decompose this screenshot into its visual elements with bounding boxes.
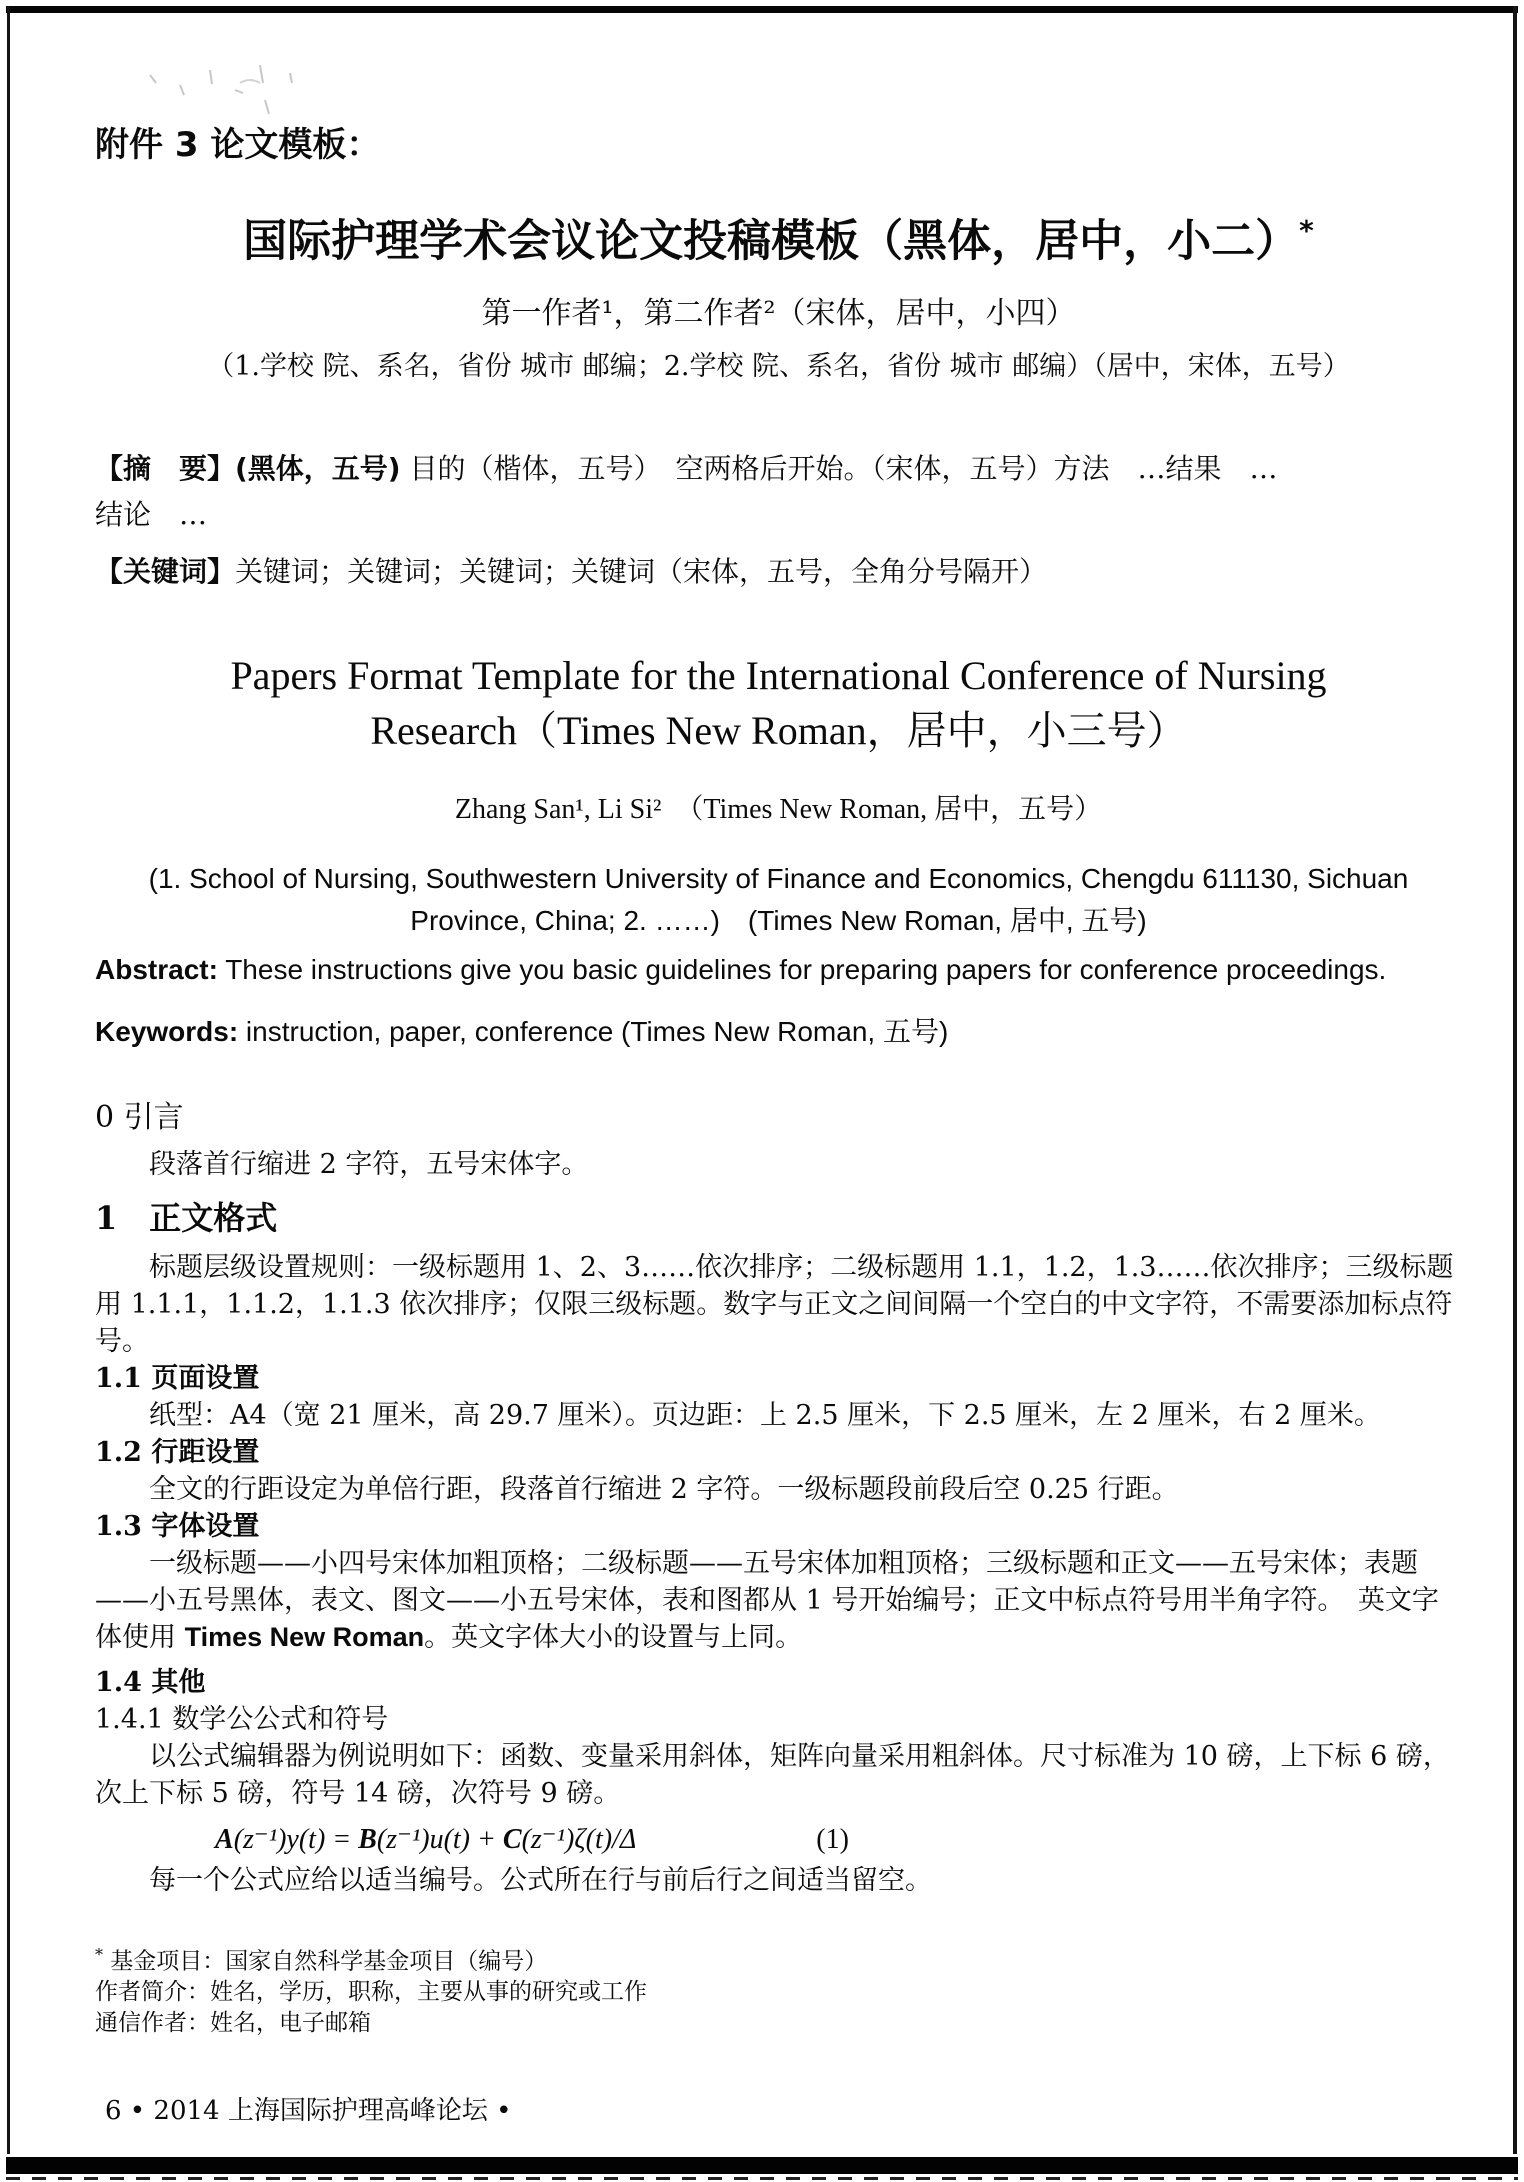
scan-edge-left [7, 6, 10, 2154]
section-heading-intro: 0 引言 [95, 1099, 184, 1135]
font-setup-text-post: 。英文字体大小的设置与上同。 [424, 1621, 803, 1653]
footnote-corresponding-author: 通信作者：姓名，电子邮箱 [95, 2010, 371, 2037]
page-footer [105, 2090, 511, 2127]
section-heading-main-format: 1 正文格式 [95, 1198, 278, 1237]
english-title-line1: Papers Format Template for the International Conference of Nursing [230, 652, 1327, 698]
english-keywords-label: Keywords: [95, 1015, 239, 1047]
chinese-main-title-text: 国际护理学术会议论文投稿模板（黑体，居中，小二） [243, 215, 1300, 267]
equation-1 [215, 1818, 1462, 1862]
equation-number: (1) [816, 1823, 849, 1855]
english-abstract-text: These instructions give you basic guidelines for preparing papers for conference proceedings. [217, 953, 1387, 985]
equation-seg1: (z⁻¹)y(t) = [233, 1823, 359, 1855]
footnote-author-bio: 作者简介：姓名，学历，职称，主要从事的研究或工作 [95, 1979, 647, 2006]
chinese-keywords-label: 【关键词】 [95, 554, 236, 588]
chinese-keywords-text: 关键词；关键词；关键词；关键词（宋体，五号，全角分号隔开） [235, 554, 1048, 588]
scan-edge-right [1513, 6, 1517, 2154]
chinese-abstract-text: 目的（楷体，五号） 空两格后开始。（宋体，五号）方法 …结果 … [400, 451, 1278, 485]
font-setup-latin-font-name: Times New Roman [184, 1621, 425, 1652]
english-affiliation-line2: Province, China; 2. ……) (Times New Roman, 居中, 五号) [410, 904, 1147, 936]
footnote-fund-text: 基金项目：国家自然科学基金项目（编号） [103, 1948, 548, 1975]
document-body [95, 1098, 1462, 1899]
footnotes-block [95, 1939, 1462, 2040]
intro-paragraph: 段落首行缩进 2 字符，五号宋体字。 [149, 1148, 589, 1180]
subsection-heading-other: 1.4 其他 [95, 1666, 206, 1698]
subsection-heading-line-spacing: 1.2 行距设置 [95, 1436, 260, 1468]
english-affiliation [95, 858, 1462, 942]
attachment-label: 附件 3 论文模板： [95, 125, 381, 165]
chinese-abstract-conclusion: 结论 … [95, 497, 208, 531]
chinese-affiliation-line: （1.学校 院、系名，省份 城市 邮编；2.学校 院、系名，省份 城市 邮编）（居中，宋体，五号） [207, 350, 1350, 382]
font-setup-text-pre: 一级标题——小四号宋体加粗顶格；二级标题——五号宋体加粗顶格；三级标题和正文——五号宋体；表题——小五号黑体，表文、图文——小五号宋体，表和图都从 1 号开始编号；正文中标点符号用半角字符。 英文字体使用 [95, 1547, 1439, 1653]
scan-edge-bottom-dash [6, 2177, 1518, 2180]
english-affiliation-line1: (1. School of Nursing, Southwestern University of Finance and Economics, Chengdu 611130, Sichuan [148, 862, 1409, 894]
equation-term-A: A [215, 1823, 234, 1855]
english-title [95, 648, 1462, 758]
equation-seg3: (z⁻¹)ζ(t)/Δ [521, 1823, 637, 1855]
footnote-marker: * [95, 1944, 103, 1964]
subsection-heading-page-setup: 1.1 页面设置 [95, 1362, 260, 1394]
chinese-authors-line: 第一作者¹，第二作者²（宋体，居中，小四） [481, 295, 1076, 331]
scan-edge-bottom-bar [6, 2157, 1518, 2174]
subsubsection-heading-math: 1.4.1 数学公公式和符号 [95, 1703, 389, 1735]
heading-rules-paragraph: 标题层级设置规则：一级标题用 1、2、3……依次排序；二级标题用 1.1，1.2，1.3……依次排序；三级标题用 1.1.1，1.1.2，1.1.3 依次排序；仅限三级标题。数字与正文之间间隔一个空白的中文字符，不需要添加标点符号。 [95, 1251, 1454, 1357]
chinese-main-title [95, 203, 1462, 270]
english-authors-line: Zhang San¹, Li Si² （Times New Roman, 居中，五号） [454, 793, 1103, 825]
chinese-abstract [95, 446, 1462, 538]
english-abstract-label: Abstract: [95, 953, 218, 985]
english-keywords [95, 1014, 1462, 1050]
math-formula-paragraph: 以公式编辑器为例说明如下：函数、变量采用斜体，矩阵向量采用粗斜体。尺寸标准为 10 磅，上下标 6 磅，次上下标 5 磅，符号 14 磅，次符号 9 磅。 [95, 1740, 1450, 1809]
title-footnote-marker: * [1299, 214, 1314, 247]
equation-term-C: C [502, 1823, 522, 1855]
footer-forum-text: • 2014 上海国际护理高峰论坛 • [121, 2096, 512, 2126]
subsection-heading-font-setup: 1.3 字体设置 [95, 1510, 260, 1542]
equation-term-B: B [358, 1823, 377, 1855]
chinese-abstract-label: 【摘 要】(黑体，五号) [95, 451, 401, 485]
line-spacing-paragraph: 全文的行距设定为单倍行距，段落首行缩进 2 字符。一级标题段前段后空 0.25 行距。 [149, 1473, 1179, 1505]
chinese-keywords [95, 554, 1462, 590]
footnote-fund [95, 1939, 1462, 1978]
english-keywords-text: instruction, paper, conference (Times New Roman, 五号) [238, 1015, 949, 1047]
equation-seg2: (z⁻¹)u(t) + [376, 1823, 503, 1855]
page-content [95, 0, 1462, 2039]
page-setup-paragraph: 纸型：A4（宽 21 厘米，高 29.7 厘米）。页边距：上 2.5 厘米，下 2.5 厘米，左 2 厘米，右 2 厘米。 [149, 1399, 1381, 1431]
english-abstract [95, 952, 1462, 988]
equation-note-paragraph: 每一个公式应给以适当编号。公式所在行与前后行之间适当留空。 [149, 1864, 932, 1896]
english-title-line2: Research（Times New Roman，居中，小三号） [370, 707, 1187, 753]
page-number: 6 [105, 2096, 122, 2126]
font-setup-paragraph [95, 1545, 1462, 1656]
